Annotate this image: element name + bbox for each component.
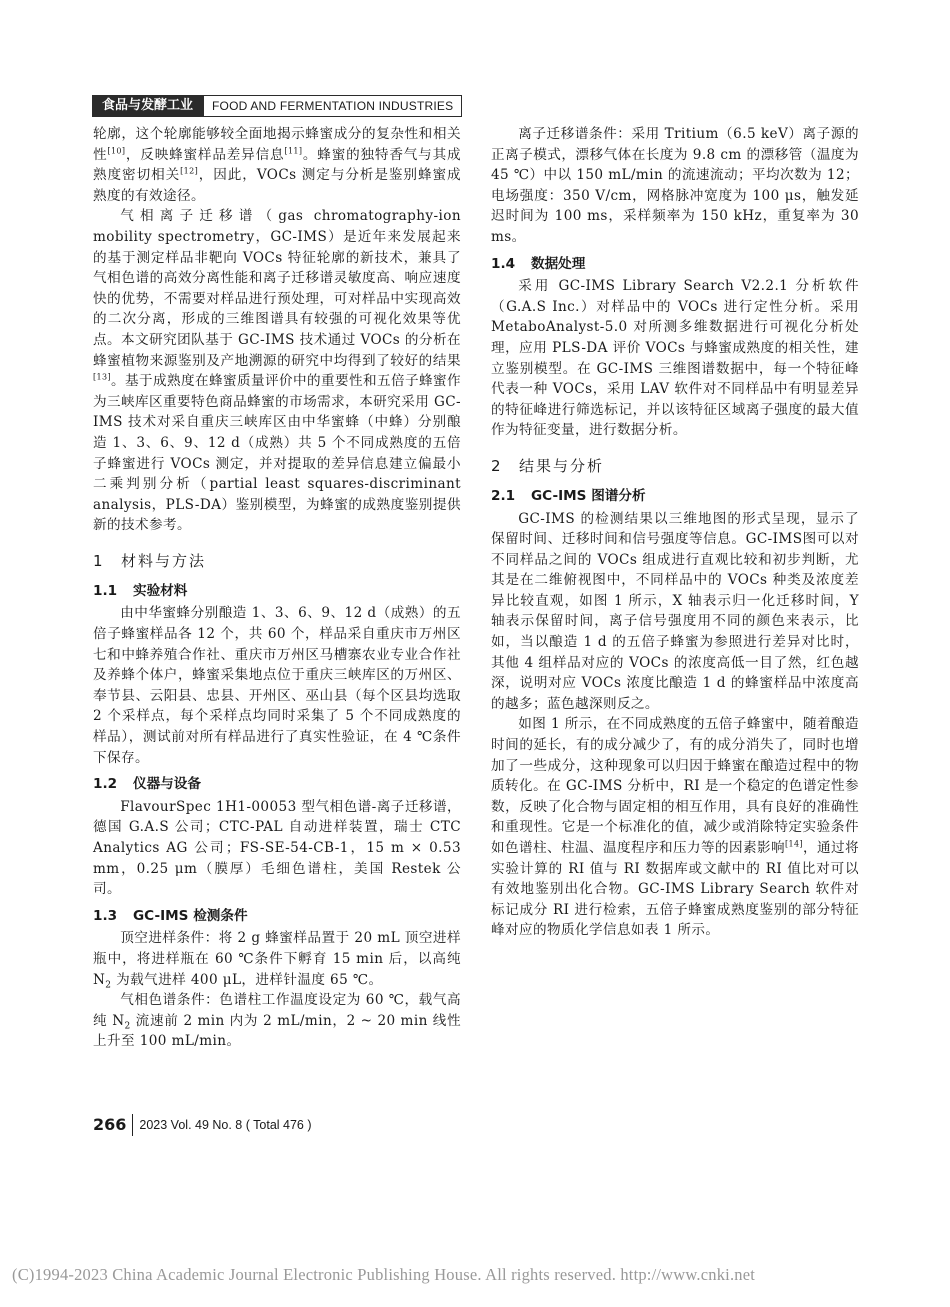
citation: [11] — [284, 146, 303, 156]
subsection-heading-1-1: 1.1 实验材料 — [93, 582, 188, 599]
citation: [12] — [180, 166, 199, 176]
paragraph-instruments: FlavourSpec 1H1-00053 型气相色谱-离子迁移谱，德国 G.A.S 公司；CTC-PAL 自动进样装置，瑞士 CTC Analytics AG 公司；FS-SE-54-CB-1，15 m × 0.53 mm，0.25 μm（膜厚）毛细色谱柱，美国 Restek 公司。 — [93, 798, 461, 898]
paragraph-ims-conditions: 离子迁移谱条件：采用 Tritium（6.5 keV）离子源的正离子模式，漂移气体在长度为 9.8 cm 的漂移管（温度为 45 ℃）中以 150 mL/min 的流速流动；平均次数为 12；电场强度：350 V/cm，网格脉冲宽度为 100 μs，触发延迟时间为 100 ms，采样频率为 150 kHz，重复率为 30 ms。 — [491, 126, 859, 245]
issue-info: 2023 Vol. 49 No. 8 ( Total 476 ) — [139, 1118, 312, 1132]
paragraph-gc-conditions: 气相色谱条件：色谱柱工作温度设定为 60 ℃，载气高纯 $N_2$ 流速前 2 min 内为 2 mL/min，2 ~ 20 min 线性上升至 100 mL/min。 — [93, 992, 461, 1050]
paragraph-gcims-intro: 气相离子迁移谱（gas chromatography-ion mobility spectrometry，GC-IMS）是近年来发展起来的基于测定样品非靶向 VOCs 特征轮廓的新技术，兼具了气相色谱的高效分离性能和离子迁移谱灵敏度高、响应速度快的优势，不需要对样品进行预处理，可对样品中实现高效的二次分离，形成的三维图谱具有较强的可视化效果等优点。本文研究团队基于 GC-IMS 技术通过 VOCs 的分析在蜂蜜植物来源鉴别及产地溯源的研究中均得到了较好的结果[13]。基于成熟度在蜂蜜质量评价中的重要性和五倍子蜂蜜作为三峡库区重要特色商品蜂蜜的市场需求，本研究采用 GC-IMS 技术对采自重庆三峡库区由中华蜜蜂（中蜂）分别酿造 1、3、6、9、12 d（成熟）共 5 个不同成熟度的五倍子蜂蜜进行 VOCs 测定，并对提取的差异信息建立偏最小二乘判别分析（partial least squares-discriminant analysis，PLS-DA）鉴别模型，为蜂蜜的成熟度鉴别提供新的技术参考。 — [93, 208, 461, 534]
right-column — [491, 124, 859, 941]
subsection-heading-1-3: 1.3 GC-IMS 检测条件 — [93, 907, 248, 924]
paragraph-intro-cont: 轮廓，这个轮廓能够较全面地揭示蜂蜜成分的复杂性和相关性[10]，反映蜂蜜样品差异信息[11]。蜂蜜的独特香气与其成熟度密切相关[12]，因此，VOCs 测定与分析是鉴别蜂蜜成熟度的有效途径。 — [93, 126, 462, 204]
paragraph-ri-analysis: 如图 1 所示，在不同成熟度的五倍子蜂蜜中，随着酿造时间的延长，有的成分减少了，有的成分消失了，同时也增加了一些成分，这种现象可以归因于蜂蜜在酿造过程中的物质转化。在 GC-IMS 分析中，RI 是一个稳定的色谱定性参数，反映了化合物与固定相的相互作用，具有良好的准确性和重现性。它是一个标准化的值，减少或消除特定实验条件如色谱柱、柱温、温度程序和压力等的因素影响[14]，通过将实验计算的 RI 值与 RI 数据库或文献中的 RI 值比对可以有效地鉴别出化合物。GC-IMS Library Search 软件对标记成分 RI 进行检索，五倍子蜂蜜成熟度鉴别的部分特征峰对应的物质化学信息如表 1 所示。 — [491, 716, 859, 939]
journal-name-cn: 食品与发酵工业 — [92, 95, 203, 117]
copyright-watermark: (C)1994-2023 China Academic Journal Electronic Publishing House. All rights reserved. http://www.cnki.net — [12, 1265, 756, 1284]
citation: [14] — [784, 839, 803, 849]
left-column — [93, 124, 461, 1052]
citation: [13] — [93, 372, 112, 382]
paragraph-materials: 由中华蜜蜂分别酿造 1、3、6、9、12 d（成熟）的五倍子蜂蜜样品各 12 个，共 60 个，样品采自重庆市万州区七和中蜂养殖合作社、重庆市万州区马槽寨农业专业合作社及养蜂个体户，蜂蜜采集地点位于重庆三峡库区的万州区、奉节县、云阳县、忠县、开州区、巫山县（每个区县均选取 2 个采样点，每个采样点均同时采集了 5 个不同成熟度的样品），测试前对所有样品进行了真实性验证，在 4 ℃条件下保存。 — [93, 605, 461, 766]
journal-header — [92, 95, 462, 117]
section-heading-1: 1 材料与方法 — [93, 551, 207, 570]
page-number: 266 — [93, 1114, 133, 1136]
paragraph-data-processing: 采用 GC-IMS Library Search V2.2.1 分析软件（G.A.S Inc.）对样品中的 VOCs 进行定性分析。采用 MetaboAnalyst-5.0 对所测多维数据进行可视化分析处理，应用 PLS-DA 评价 VOCs 与蜂蜜成熟度的相关性，建立鉴别模型。在 GC-IMS 三维图谱数据中，每一个特征峰代表一种 VOCs，采用 LAV 软件对不同样品中有明显差异的特征峰进行筛选标记，并以该特征区域离子强度的最大值作为特征变量，进行数据分析。 — [491, 278, 859, 439]
subsection-heading-1-2: 1.2 仪器与设备 — [93, 776, 201, 793]
subsection-heading-2-1: 2.1 GC-IMS 图谱分析 — [491, 487, 646, 504]
section-heading-2: 2 结果与分析 — [491, 456, 605, 475]
citation: [10] — [107, 146, 126, 156]
page-footer — [93, 1114, 312, 1136]
paragraph-headspace: 顶空进样条件：将 2 g 蜂蜜样品置于 20 mL 顶空进样瓶中，将进样瓶在 60 ℃条件下孵育 15 min 后，以高纯 $N_2$ 为载气进样 400 μL，进样针温度 65 ℃。 — [93, 930, 461, 991]
paragraph-gcims-results: GC-IMS 的检测结果以三维地图的形式呈现，显示了保留时间、迁移时间和信号强度等信息。GC-IMS图可以对不同样品之间的 VOCs 组成进行直观比较和初步判断，尤其是在二维俯视图中，不同样品中的 VOCs 种类及浓度差异比较直观，如图 1 所示，X 轴表示归一化迁移时间，Y 轴表示保留时间，离子信号强度用不同的颜色来表示，比如，当以酿造 1 d 的五倍子蜂蜜为参照进行差异对比时，其他 4 组样品对应的 VOCs 的浓度高低一目了然，红色越深，说明对应 VOCs 浓度比酿造 1 d 的蜂蜜样品中浓度高的越多；蓝色越深则反之。 — [491, 510, 859, 712]
subsection-heading-1-4: 1.4 数据处理 — [491, 255, 586, 272]
journal-name-en: FOOD AND FERMENTATION INDUSTRIES — [203, 95, 462, 117]
